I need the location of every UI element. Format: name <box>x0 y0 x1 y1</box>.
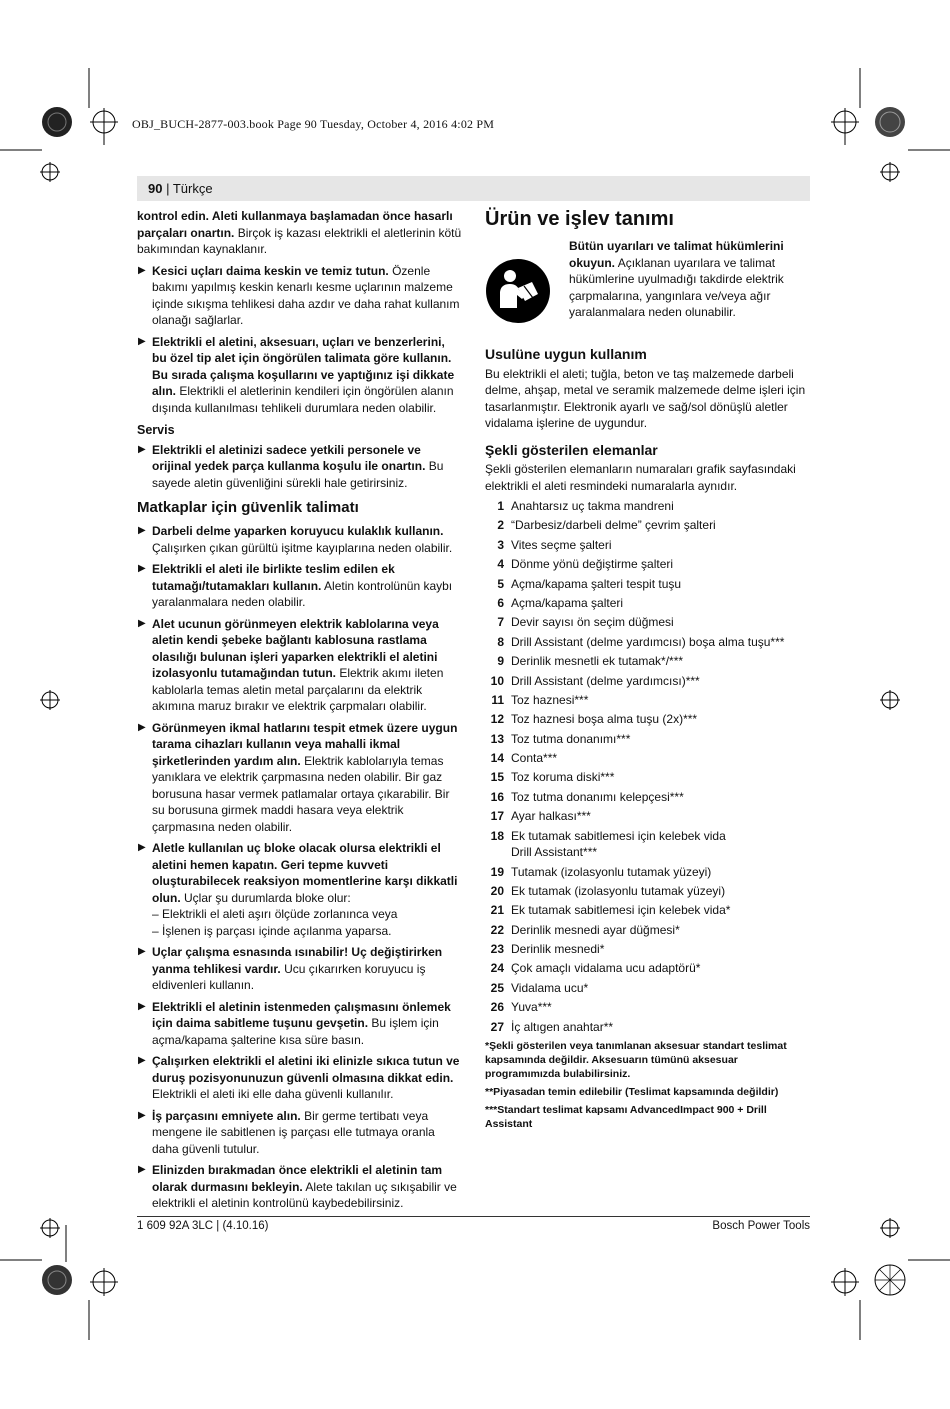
list-item: 5 Açma/kapama şalteri tespit tuşu <box>497 576 682 591</box>
footnote: **Piyasadan temin edilebilir (Teslimat kapsamında değildir) <box>485 1086 779 1099</box>
list-item: 21 Ek tutamak sabitlemesi için kelebek vida* <box>490 903 731 918</box>
page-number: 90 <box>148 181 163 196</box>
dash-item: – Elektrikli el aleti aşırı ölçüde zorlanınca veya <box>152 907 398 921</box>
list-item: 16 Toz tutma donanımı kelepçesi*** <box>490 789 684 804</box>
read-manual-icon <box>485 258 551 324</box>
intro-paragraph: kontrol edin. Aleti kullanmaya başlamadan önce hasarlı parçaları onartın. Birçok iş kazası elektrikli el aletlerinin kötü bakımından kaynaklanır. <box>137 209 462 256</box>
warning-block <box>485 238 810 340</box>
bullet-item: ▶ Elektrikli el aletini, aksesuarı, uçları ve benzerlerini, bu özel tip alet için öngörülen talimata göre kullanın. Bu sırada çalışma koşullarını ve yaptığınız işi dikkate alın. Elektrikli el aletlerinin kendileri için öngörülen alanın dışında kullanılması tehlikeli durumlara neden olabilir. <box>138 334 455 415</box>
footnote: ***Standart teslimat kapsamı AdvancedImpact 900 + Drill Assistant <box>485 1104 767 1131</box>
list-item: 8 Drill Assistant (delme yardımcısı) boşa alma tuşu*** <box>497 634 785 649</box>
bullet-item: ▶ Elektrikli el aletinizi sadece yetkili personele ve orijinal yedek parça kullanma koşulu ile onartın. Bu sayede aletin güvenliğini sürekli hale getirirsiniz. <box>138 442 444 490</box>
parts-heading: Şekli gösterilen elemanlar <box>485 441 658 458</box>
dash-item: – İşlenen iş parçası içinde açılanma yaparsa. <box>152 923 392 938</box>
page-header <box>137 176 810 201</box>
section-title: Ürün ve işlev tanımı <box>485 208 674 230</box>
bullet-item: ▶ Elinizden bırakmadan önce elektrikli el aletinin tam olarak durmasını bekleyin. Alete takılan uç sıkışabilir ve elektrikli el aletinin kontrolünü kaybedebilirsiniz. <box>138 1163 457 1210</box>
header-language: Türkçe <box>172 181 213 196</box>
list-item: 1 Anahtarsız uç takma mandreni <box>497 499 674 513</box>
footer-code: 1 609 92A 3LC | (4.10.16) <box>137 1220 269 1232</box>
footer-brand: Bosch Power Tools <box>712 1220 810 1232</box>
matkap-heading: Matkaplar için güvenlik talimatı <box>137 499 359 516</box>
list-item: 2 “Darbesiz/darbeli delme” çevrim şalteri <box>497 518 716 533</box>
list-item: 18 Ek tutamak sabitlemesi için kelebek vida Drill Assistant*** <box>490 828 726 860</box>
warning-text: Bütün uyarıları ve talimat hükümlerini okuyun. Açıklanan uyarılara ve talimat hükümlerine uyulmadığı takdirde elektrik çarpmalarına, yangınlara ve/veya ağır yaralanmalara neden olunabilir. <box>569 239 784 319</box>
list-item: 12 Toz haznesi boşa alma tuşu (2x)*** <box>490 712 698 727</box>
footnote: *Şekli gösterilen veya tanımlanan aksesuar standart teslimat kapsamında değildir. Aksesuarın tümünü aksesuar programımızda bulabilirsiniz. <box>485 1040 787 1081</box>
bullet-item: ▶ Elektrikli el aleti ile birlikte teslim edilen ek tutamağı/tutamakları kullanın. Aletin kontrolünün kaybı yaralanmalara neden olabilir. <box>138 562 453 609</box>
list-item: 19 Tutamak (izolasyonlu tutamak yüzeyi) <box>490 864 712 879</box>
book-info-line: OBJ_BUCH-2877-003.book Page 90 Tuesday, October 4, 2016 4:02 PM <box>132 117 495 131</box>
list-item: 24 Çok amaçlı vidalama ucu adaptörü* <box>490 961 701 976</box>
list-item: 11 Toz haznesi*** <box>491 692 589 707</box>
bullet-item: ▶ Kesici uçları daima keskin ve temiz tutun. Özenle bakımı yapılmış keskin kenarlı kesme uçlarının malzeme içinde sıkışma tehlikesi daha azdır ve daha rahat kullanım olanağı sağlarlar. <box>138 263 460 327</box>
list-item: 9 Derinlik mesnetli ek tutamak*/*** <box>497 654 684 669</box>
bullet-item: ▶ Aletle kullanılan uç bloke olacak olursa elektrikli el aletini hemen kapatın. Geri tepme kuvveti oluşturabilecek reaksiyon momentlerine karşı dikkatli olun. Uçlar şu durumlarda bloke olur: – Elektrikli el aleti aşırı ölçüde zorlanınca veya – İşlenen iş parçası içinde açılanma yaparsa. <box>137 840 462 939</box>
bullet-item: ▶ Uçlar çalışma esnasında ısınabilir! Uç değiştirirken yanma tehlikesi vardır. Ucu çıkarırken koruyucu iş eldivenleri kullanın. <box>138 945 443 992</box>
bullet-item: ▶ Alet ucunun görünmeyen elektrik kablolarına veya aletin kendi şebeke bağlantı kablosuna rastlama olasılığı bulunan işleri yaparken elektrikli el aletini izolasyonlu tutamağından tutun. Elektrik akımı ileten kablolarla temas aletin metal parçalarını da elektrik akımına maruz bırakır ve elektrik çarpmaları olabilir. <box>138 616 444 713</box>
list-item: 17 Ayar halkası*** <box>490 809 591 824</box>
right-column <box>485 206 810 1134</box>
bullet-item: ▶ Elektrikli el aletinin istenmeden çalışmasını önlemek için daima sabitleme tuşunu gevşetin. Bu işlem için açma/kapama şalterine kısa süre basın. <box>138 999 451 1047</box>
list-item: 6 Açma/kapama şalteri <box>497 595 624 610</box>
list-item: 27 İç altıgen anahtar** <box>490 1019 614 1034</box>
bullet-item: ▶ Çalışırken elektrikli el aletini iki elinizle sıkıca tutun ve duruş pozisyonunuzun güvenli olmasına dikkat edin. Elektrikli el aleti iki elle daha güvenli kullanılır. <box>138 1054 460 1101</box>
header-separator: | <box>162 181 173 196</box>
list-item: 20 Ek tutamak (izolasyonlu tutamak yüzeyi) <box>490 883 726 898</box>
list-item: 22 Derinlik mesnedi ayar düğmesi* <box>490 922 680 937</box>
list-item: 23 Derinlik mesnedi* <box>490 942 605 957</box>
servis-heading: Servis <box>137 423 175 437</box>
bullet-item: ▶ İş parçasını emniyete alın. Bir germe tertibatı veya mengene ile sabitlenen iş parçası elle tutmaya oranla daha güvenli tutulur. <box>138 1108 435 1156</box>
bullet-item: ▶ Görünmeyen ikmal hatlarını tespit etmek üzere uygun tarama cihazları kullanın veya mahalli ikmal şirketlerinden yardım alın. Elektrik kablolarıyla temas yanıklara ve elektrik çarpmasına neden olabilir. Bir gaz borusuna hasar vermek patlamalar ortaya çıkarabilir. Bir su borusuna girmek maddi hasara veya elektrik çarpmasına neden olabilir. <box>138 720 458 834</box>
list-item: 7 Devir sayısı ön seçim düğmesi <box>497 615 674 630</box>
list-item: 10 Drill Assistant (delme yardımcısı)*** <box>490 673 700 688</box>
list-item: 3 Vites seçme şalteri <box>497 537 612 552</box>
usage-text: Bu elektrikli el aleti; tuğla, beton ve taş malzemede darbeli delme, ahşap, metal ve seramik malzemede delme işleri için tasarlanmıştır. Elektronik ayarlı ve sağ/sol dönüşlü aletler vidalama işlerine de uygundur. <box>485 366 806 430</box>
left-column <box>137 208 462 1217</box>
list-item: 25 Vidalama ucu* <box>490 980 589 995</box>
parts-list <box>485 498 810 1035</box>
list-item: 14 Conta*** <box>490 751 558 766</box>
parts-intro: Şekli gösterilen elemanların numaraları grafik sayfasındaki elektrikli el aleti resmindeki numaralarla aynıdır. <box>485 462 796 493</box>
list-item: 26 Yuva*** <box>490 1000 552 1015</box>
footer-rule <box>137 1216 810 1217</box>
list-item: 15 Toz koruma diski*** <box>490 770 615 785</box>
bullet-item: ▶ Darbeli delme yaparken koruyucu kulaklık kullanın. Çalışırken çıkan gürültü işitme kayıplarına neden olabilir. <box>138 524 453 555</box>
usage-heading: Usulüne uygun kullanım <box>485 346 647 362</box>
list-item: 4 Dönme yönü değiştirme şalteri <box>497 557 674 572</box>
list-item: 13 Toz tutma donanımı*** <box>490 731 631 746</box>
